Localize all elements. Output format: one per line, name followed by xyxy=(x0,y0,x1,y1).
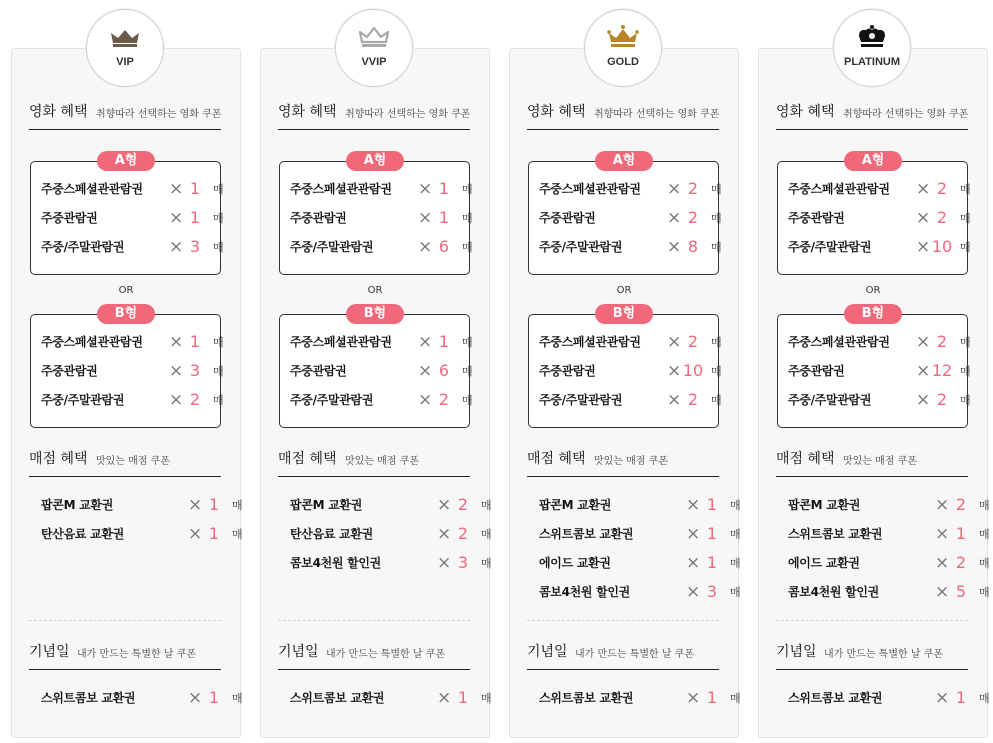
benefit-unit: 매 xyxy=(960,241,971,254)
benefit-unit: 매 xyxy=(711,394,722,407)
benefit-quantity: 2 xyxy=(687,390,699,409)
benefit-quantity: 6 xyxy=(438,237,450,256)
benefit-name: 스위트콤보 교환권 xyxy=(41,691,136,705)
benefit-row xyxy=(41,361,231,381)
section-subtitle: 내가 만드는 특별한 날 쿠폰 xyxy=(77,649,196,660)
multiply-icon: × xyxy=(418,208,433,228)
benefit-quantity: 1 xyxy=(706,495,718,514)
benefit-name: 주중스페셜관관람권 xyxy=(788,335,890,349)
benefit-unit: 매 xyxy=(213,212,224,225)
multiply-icon: × xyxy=(169,390,184,410)
benefit-quantity: 3 xyxy=(457,553,469,572)
section-title: 기념일 xyxy=(29,644,70,660)
benefit-row xyxy=(788,688,990,708)
benefit-unit: 매 xyxy=(462,394,473,407)
benefit-row xyxy=(290,361,480,381)
benefit-row xyxy=(539,179,729,199)
benefit-name: 주중관람권 xyxy=(41,211,98,225)
benefit-unit: 매 xyxy=(960,336,971,349)
multiply-icon: × xyxy=(916,332,931,352)
benefit-unit: 매 xyxy=(462,336,473,349)
multiply-icon: × xyxy=(418,179,433,199)
benefit-quantity: 2 xyxy=(936,332,948,351)
section-subtitle: 맛있는 매점 쿠폰 xyxy=(843,456,917,467)
benefit-quantity: 3 xyxy=(189,361,201,380)
benefit-quantity: 2 xyxy=(189,390,201,409)
benefit-quantity: 2 xyxy=(687,179,699,198)
benefit-name: 주중관람권 xyxy=(290,364,347,378)
benefit-unit: 매 xyxy=(711,212,722,225)
concession-benefits-header xyxy=(527,450,719,477)
benefit-unit: 매 xyxy=(711,241,722,254)
benefit-row xyxy=(788,524,990,544)
benefit-row xyxy=(539,332,729,352)
benefit-unit: 매 xyxy=(730,528,741,541)
benefit-unit: 매 xyxy=(730,692,741,705)
multiply-icon: × xyxy=(686,495,701,515)
section-title: 매점 혜택 xyxy=(29,451,88,467)
multiply-icon: × xyxy=(935,553,950,573)
multiply-icon: × xyxy=(418,332,433,352)
benefit-name: 콤보4천원 할인권 xyxy=(290,556,381,570)
multiply-icon: × xyxy=(686,582,701,602)
multiply-icon: × xyxy=(667,208,682,228)
concession-benefits-header xyxy=(776,450,968,477)
tier-column-gold xyxy=(509,0,739,740)
benefit-name: 주중관람권 xyxy=(539,364,596,378)
multiply-icon: × xyxy=(916,237,931,257)
benefit-quantity: 2 xyxy=(687,332,699,351)
benefit-name: 주중스페셜관관람권 xyxy=(539,335,641,349)
section-subtitle: 취향따라 선택하는 영화 쿠폰 xyxy=(594,109,720,120)
benefit-quantity: 2 xyxy=(438,390,450,409)
benefit-unit: 매 xyxy=(213,241,224,254)
benefit-row xyxy=(539,688,741,708)
benefit-name: 에이드 교환권 xyxy=(788,556,860,570)
benefit-row xyxy=(290,237,480,257)
multiply-icon: × xyxy=(437,495,452,515)
multiply-icon: × xyxy=(188,495,203,515)
section-title: 영화 혜택 xyxy=(776,104,835,120)
benefit-quantity: 1 xyxy=(955,524,967,543)
benefit-row xyxy=(41,390,231,410)
benefit-unit: 매 xyxy=(213,336,224,349)
benefit-name: 주중/주말관람권 xyxy=(41,393,125,407)
benefit-unit: 매 xyxy=(481,528,492,541)
benefit-name: 주중/주말관람권 xyxy=(539,393,623,407)
benefit-name: 주중스페셜관관람권 xyxy=(41,182,143,196)
benefit-name: 주중관람권 xyxy=(788,364,845,378)
benefit-unit: 매 xyxy=(232,499,243,512)
benefit-name: 팝콘M 교환권 xyxy=(788,498,860,512)
benefit-row xyxy=(41,179,231,199)
movie-benefits-header xyxy=(527,103,719,130)
section-title: 영화 혜택 xyxy=(278,104,337,120)
benefit-row xyxy=(290,390,480,410)
benefit-unit: 매 xyxy=(960,183,971,196)
section-subtitle: 맛있는 매점 쿠폰 xyxy=(345,456,419,467)
benefit-name: 주중관람권 xyxy=(41,364,98,378)
benefit-quantity: 10 xyxy=(682,361,704,380)
benefit-row xyxy=(41,524,243,544)
multiply-icon: × xyxy=(169,332,184,352)
multiply-icon: × xyxy=(935,524,950,544)
section-subtitle: 취향따라 선택하는 영화 쿠폰 xyxy=(345,109,471,120)
multiply-icon: × xyxy=(169,179,184,199)
benefit-name: 주중/주말관람권 xyxy=(788,393,872,407)
benefit-row xyxy=(539,495,741,515)
multiply-icon: × xyxy=(935,582,950,602)
benefit-name: 주중스페셜관관람권 xyxy=(788,182,890,196)
benefit-name: 주중관람권 xyxy=(290,211,347,225)
benefit-unit: 매 xyxy=(213,365,224,378)
benefit-row xyxy=(788,237,978,257)
benefit-row xyxy=(290,553,492,573)
tier-badge xyxy=(833,9,911,87)
benefit-unit: 매 xyxy=(213,183,224,196)
type-a-box xyxy=(30,153,224,275)
type-b-box xyxy=(528,306,722,428)
benefit-row xyxy=(788,495,990,515)
benefit-quantity: 1 xyxy=(457,688,469,707)
benefit-unit: 매 xyxy=(232,528,243,541)
benefit-quantity: 1 xyxy=(438,179,450,198)
or-divider: OR xyxy=(865,285,881,296)
multiply-icon: × xyxy=(935,495,950,515)
type-a-box xyxy=(528,153,722,275)
benefit-row xyxy=(290,495,492,515)
benefit-quantity: 2 xyxy=(936,179,948,198)
benefit-quantity: 2 xyxy=(955,553,967,572)
benefit-quantity: 6 xyxy=(438,361,450,380)
multiply-icon: × xyxy=(667,332,682,352)
benefit-row xyxy=(788,582,990,602)
tier-grade-label: GOLD xyxy=(607,56,639,68)
section-title: 기념일 xyxy=(776,644,817,660)
multiply-icon: × xyxy=(418,390,433,410)
benefit-row xyxy=(41,332,231,352)
benefit-quantity: 10 xyxy=(931,237,953,256)
benefit-quantity: 12 xyxy=(931,361,953,380)
concession-benefits-header xyxy=(278,450,470,477)
benefit-name: 스위트콤보 교환권 xyxy=(788,691,883,705)
benefit-row xyxy=(539,208,729,228)
benefit-row xyxy=(788,390,978,410)
or-divider: OR xyxy=(367,285,383,296)
benefit-name: 탄산음료 교환권 xyxy=(41,527,124,541)
section-subtitle: 내가 만드는 특별한 날 쿠폰 xyxy=(575,649,694,660)
benefit-unit: 매 xyxy=(462,241,473,254)
type-a-box xyxy=(777,153,971,275)
anniversary-benefits-header xyxy=(278,643,470,670)
benefit-row xyxy=(290,524,492,544)
benefit-quantity: 1 xyxy=(189,179,201,198)
benefit-name: 스위트콤보 교환권 xyxy=(290,691,385,705)
type-a-box xyxy=(279,153,473,275)
tier-badge xyxy=(86,9,164,87)
section-subtitle: 내가 만드는 특별한 날 쿠폰 xyxy=(824,649,943,660)
benefit-quantity: 1 xyxy=(706,524,718,543)
benefit-unit: 매 xyxy=(711,365,722,378)
benefit-row xyxy=(290,208,480,228)
tier-column-platinum xyxy=(758,0,988,740)
benefit-unit: 매 xyxy=(730,499,741,512)
benefit-unit: 매 xyxy=(481,557,492,570)
benefit-row xyxy=(539,390,729,410)
benefit-unit: 매 xyxy=(979,586,990,599)
movie-benefits-header xyxy=(29,103,221,130)
benefit-unit: 매 xyxy=(960,365,971,378)
benefit-row xyxy=(539,582,741,602)
type-b-box xyxy=(777,306,971,428)
benefit-unit: 매 xyxy=(979,528,990,541)
section-title: 영화 혜택 xyxy=(527,104,586,120)
benefit-quantity: 2 xyxy=(936,390,948,409)
benefit-name: 주중/주말관람권 xyxy=(41,240,125,254)
benefit-name: 주중스페셜관관람권 xyxy=(290,182,392,196)
section-divider xyxy=(29,620,221,621)
movie-benefits-header xyxy=(776,103,968,130)
multiply-icon: × xyxy=(437,524,452,544)
section-title: 영화 혜택 xyxy=(29,104,88,120)
benefit-name: 주중스페셜관관람권 xyxy=(290,335,392,349)
section-title: 기념일 xyxy=(278,644,319,660)
multiply-icon: × xyxy=(418,361,433,381)
type-b-badge: B형 xyxy=(346,304,404,324)
multiply-icon: × xyxy=(169,361,184,381)
benefit-row xyxy=(788,332,978,352)
anniversary-benefits-header xyxy=(527,643,719,670)
benefit-quantity: 2 xyxy=(936,208,948,227)
benefit-row xyxy=(539,524,741,544)
benefit-name: 주중스페셜관관람권 xyxy=(539,182,641,196)
type-b-badge: B형 xyxy=(97,304,155,324)
benefit-row xyxy=(290,179,480,199)
benefit-unit: 매 xyxy=(979,692,990,705)
benefit-row xyxy=(290,688,492,708)
tier-grade-label: VIP xyxy=(116,56,134,68)
section-subtitle: 내가 만드는 특별한 날 쿠폰 xyxy=(326,649,445,660)
benefit-unit: 매 xyxy=(232,692,243,705)
benefit-name: 팝콘M 교환권 xyxy=(290,498,362,512)
benefit-row xyxy=(788,553,990,573)
type-a-badge: A형 xyxy=(346,151,404,171)
multiply-icon: × xyxy=(667,390,682,410)
benefit-name: 주중/주말관람권 xyxy=(290,393,374,407)
benefit-quantity: 1 xyxy=(706,688,718,707)
multiply-icon: × xyxy=(686,524,701,544)
benefit-row xyxy=(41,495,243,515)
benefit-quantity: 1 xyxy=(706,553,718,572)
type-a-badge: A형 xyxy=(844,151,902,171)
benefit-row xyxy=(539,553,741,573)
benefit-name: 스위트콤보 교환권 xyxy=(539,691,634,705)
section-divider xyxy=(776,620,968,621)
benefit-unit: 매 xyxy=(462,212,473,225)
multiply-icon: × xyxy=(437,553,452,573)
benefit-name: 주중/주말관람권 xyxy=(539,240,623,254)
section-subtitle: 취향따라 선택하는 영화 쿠폰 xyxy=(843,109,969,120)
benefit-name: 콤보4천원 할인권 xyxy=(539,585,630,599)
benefit-unit: 매 xyxy=(730,557,741,570)
benefit-row xyxy=(41,688,243,708)
benefit-name: 콤보4천원 할인권 xyxy=(788,585,879,599)
section-title: 매점 혜택 xyxy=(527,451,586,467)
benefit-quantity: 1 xyxy=(208,524,220,543)
benefit-quantity: 2 xyxy=(457,495,469,514)
tier-badge xyxy=(335,9,413,87)
benefit-row xyxy=(788,208,978,228)
benefit-quantity: 1 xyxy=(189,208,201,227)
benefit-name: 주중/주말관람권 xyxy=(788,240,872,254)
benefit-unit: 매 xyxy=(979,557,990,570)
benefit-unit: 매 xyxy=(462,365,473,378)
benefit-name: 팝콘M 교환권 xyxy=(539,498,611,512)
or-divider: OR xyxy=(616,285,632,296)
benefit-quantity: 5 xyxy=(955,582,967,601)
multiply-icon: × xyxy=(686,553,701,573)
benefit-unit: 매 xyxy=(960,212,971,225)
multiply-icon: × xyxy=(418,237,433,257)
type-a-badge: A형 xyxy=(595,151,653,171)
benefit-quantity: 2 xyxy=(955,495,967,514)
benefit-unit: 매 xyxy=(481,692,492,705)
benefit-row xyxy=(788,361,978,381)
type-b-box xyxy=(279,306,473,428)
benefit-name: 에이드 교환권 xyxy=(539,556,611,570)
benefit-unit: 매 xyxy=(481,499,492,512)
multiply-icon: × xyxy=(667,179,682,199)
multiply-icon: × xyxy=(188,524,203,544)
section-title: 매점 혜택 xyxy=(776,451,835,467)
benefit-quantity: 1 xyxy=(208,495,220,514)
tier-grade-label: PLATINUM xyxy=(843,56,900,68)
benefit-quantity: 1 xyxy=(189,332,201,351)
benefit-name: 주중/주말관람권 xyxy=(290,240,374,254)
multiply-icon: × xyxy=(667,237,682,257)
benefit-unit: 매 xyxy=(730,586,741,599)
benefit-quantity: 2 xyxy=(457,524,469,543)
type-b-badge: B형 xyxy=(844,304,902,324)
benefit-quantity: 3 xyxy=(189,237,201,256)
benefit-name: 탄산음료 교환권 xyxy=(290,527,373,541)
anniversary-benefits-header xyxy=(776,643,968,670)
benefit-name: 주중스페셜관관람권 xyxy=(41,335,143,349)
section-divider xyxy=(527,620,719,621)
tier-column-vvip xyxy=(260,0,490,740)
type-b-box xyxy=(30,306,224,428)
multiply-icon: × xyxy=(916,208,931,228)
anniversary-benefits-header xyxy=(29,643,221,670)
benefit-quantity: 1 xyxy=(208,688,220,707)
benefit-row xyxy=(539,361,729,381)
section-title: 매점 혜택 xyxy=(278,451,337,467)
benefit-row xyxy=(539,237,729,257)
benefit-name: 스위트콤보 교환권 xyxy=(788,527,883,541)
movie-benefits-header xyxy=(278,103,470,130)
multiply-icon: × xyxy=(686,688,701,708)
benefit-unit: 매 xyxy=(711,183,722,196)
benefit-row xyxy=(41,208,231,228)
multiply-icon: × xyxy=(188,688,203,708)
type-b-badge: B형 xyxy=(595,304,653,324)
section-divider xyxy=(278,620,470,621)
or-divider: OR xyxy=(118,285,134,296)
multiply-icon: × xyxy=(916,361,931,381)
multiply-icon: × xyxy=(667,361,682,381)
benefit-unit: 매 xyxy=(979,499,990,512)
benefit-unit: 매 xyxy=(213,394,224,407)
benefit-quantity: 1 xyxy=(438,208,450,227)
multiply-icon: × xyxy=(437,688,452,708)
multiply-icon: × xyxy=(916,179,931,199)
benefit-quantity: 1 xyxy=(438,332,450,351)
benefit-quantity: 2 xyxy=(687,208,699,227)
multiply-icon: × xyxy=(916,390,931,410)
benefit-unit: 매 xyxy=(960,394,971,407)
multiply-icon: × xyxy=(935,688,950,708)
section-subtitle: 취향따라 선택하는 영화 쿠폰 xyxy=(96,109,222,120)
benefit-quantity: 1 xyxy=(955,688,967,707)
section-subtitle: 맛있는 매점 쿠폰 xyxy=(594,456,668,467)
type-a-badge: A형 xyxy=(97,151,155,171)
benefit-row xyxy=(41,237,231,257)
benefit-quantity: 3 xyxy=(706,582,718,601)
section-subtitle: 맛있는 매점 쿠폰 xyxy=(96,456,170,467)
multiply-icon: × xyxy=(169,208,184,228)
tier-badge xyxy=(584,9,662,87)
tier-column-vip xyxy=(11,0,241,740)
multiply-icon: × xyxy=(169,237,184,257)
benefit-row xyxy=(290,332,480,352)
section-title: 기념일 xyxy=(527,644,568,660)
benefit-name: 스위트콤보 교환권 xyxy=(539,527,634,541)
benefit-unit: 매 xyxy=(711,336,722,349)
benefit-name: 주중관람권 xyxy=(788,211,845,225)
benefit-quantity: 8 xyxy=(687,237,699,256)
benefit-row xyxy=(788,179,978,199)
tier-grade-label: VVIP xyxy=(361,56,387,68)
benefit-name: 팝콘M 교환권 xyxy=(41,498,113,512)
benefit-name: 주중관람권 xyxy=(539,211,596,225)
concession-benefits-header xyxy=(29,450,221,477)
benefit-unit: 매 xyxy=(462,183,473,196)
